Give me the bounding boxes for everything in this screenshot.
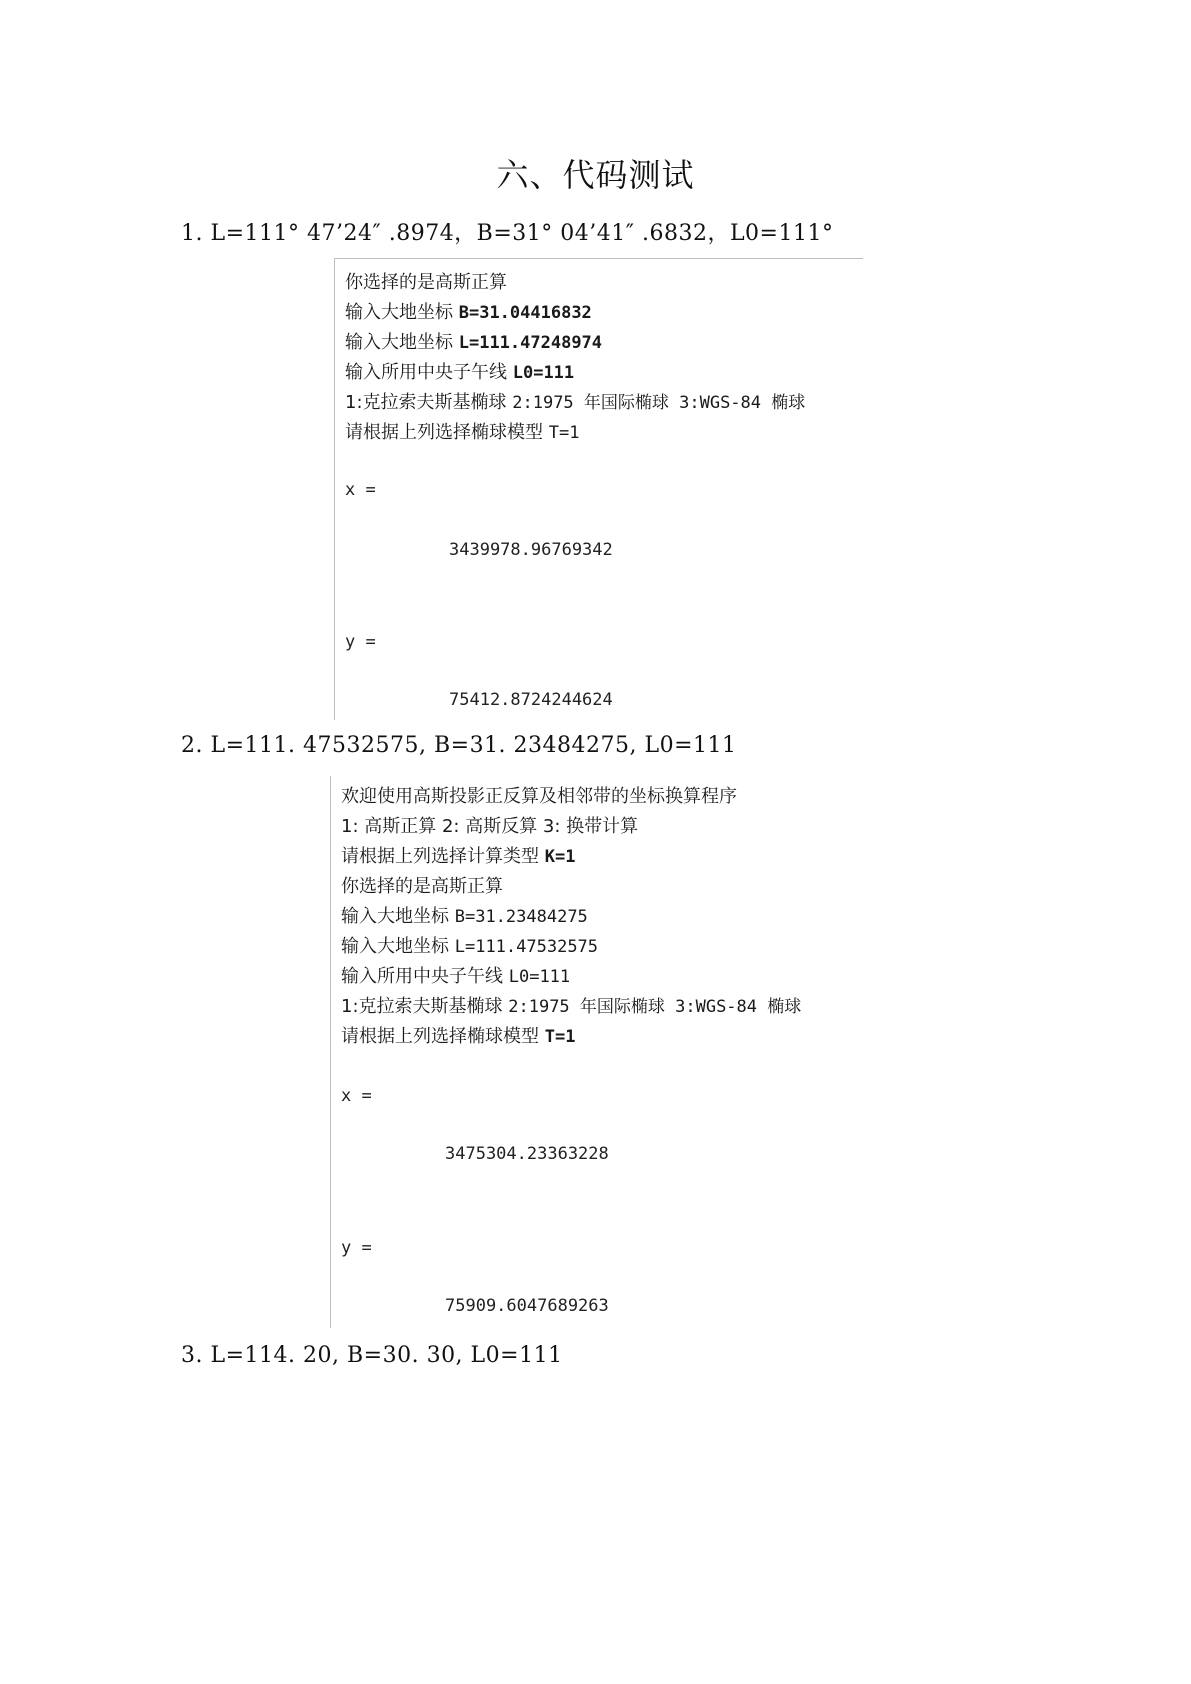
console-line: 你选择的是高斯正算 (341, 876, 503, 897)
section-heading: 六、代码测试 (496, 156, 695, 194)
console-line: 输入所用中央子午线 L0=111 (345, 362, 575, 383)
console-line: 请根据上列选择椭球模型 T=1 (345, 422, 580, 443)
result-x-value: 3439978.96769342 (449, 540, 613, 560)
test-case-1-label: 1. L=111° 47’24″ .8974，B=31° 04’41″ .6832，L0=111° (181, 221, 834, 246)
test-case-3-label: 3. L=114. 20, B=30. 30, L0=111 (181, 1343, 563, 1368)
console-line: 输入所用中央子午线 L0=111 (341, 966, 571, 987)
test-case-2-label: 2. L=111. 47532575, B=31. 23484275, L0=111 (181, 733, 737, 758)
console-line: 请根据上列选择椭球模型 T=1 (341, 1026, 576, 1047)
result-x-label: x = (345, 480, 376, 500)
console-line: 你选择的是高斯正算 (345, 272, 507, 293)
console-line: 请根据上列选择计算类型 K=1 (341, 846, 576, 867)
result-y-label: y = (341, 1238, 372, 1258)
console-line: 1:克拉索夫斯基椭球 2:1975 年国际椭球 3:WGS-84 椭球 (341, 996, 802, 1017)
console-line: 输入大地坐标 B=31.23484275 (341, 906, 588, 927)
result-y-value: 75909.6047689263 (445, 1296, 609, 1316)
console-output-2 (330, 776, 863, 1328)
console-line: 1: 高斯正算 2: 高斯反算 3: 换带计算 (341, 816, 639, 837)
result-x-value: 3475304.23363228 (445, 1144, 609, 1164)
result-y-label: y = (345, 632, 376, 652)
console-output-1 (334, 258, 863, 720)
console-line: 1:克拉索夫斯基椭球 2:1975 年国际椭球 3:WGS-84 椭球 (345, 392, 806, 413)
console-line: 输入大地坐标 B=31.04416832 (345, 302, 592, 323)
console-line: 欢迎使用高斯投影正反算及相邻带的坐标换算程序 (341, 786, 737, 807)
result-y-value: 75412.8724244624 (449, 690, 613, 710)
console-line: 输入大地坐标 L=111.47248974 (345, 332, 603, 353)
result-x-label: x = (341, 1086, 372, 1106)
console-top-border (335, 258, 863, 259)
console-line: 输入大地坐标 L=111.47532575 (341, 936, 599, 957)
